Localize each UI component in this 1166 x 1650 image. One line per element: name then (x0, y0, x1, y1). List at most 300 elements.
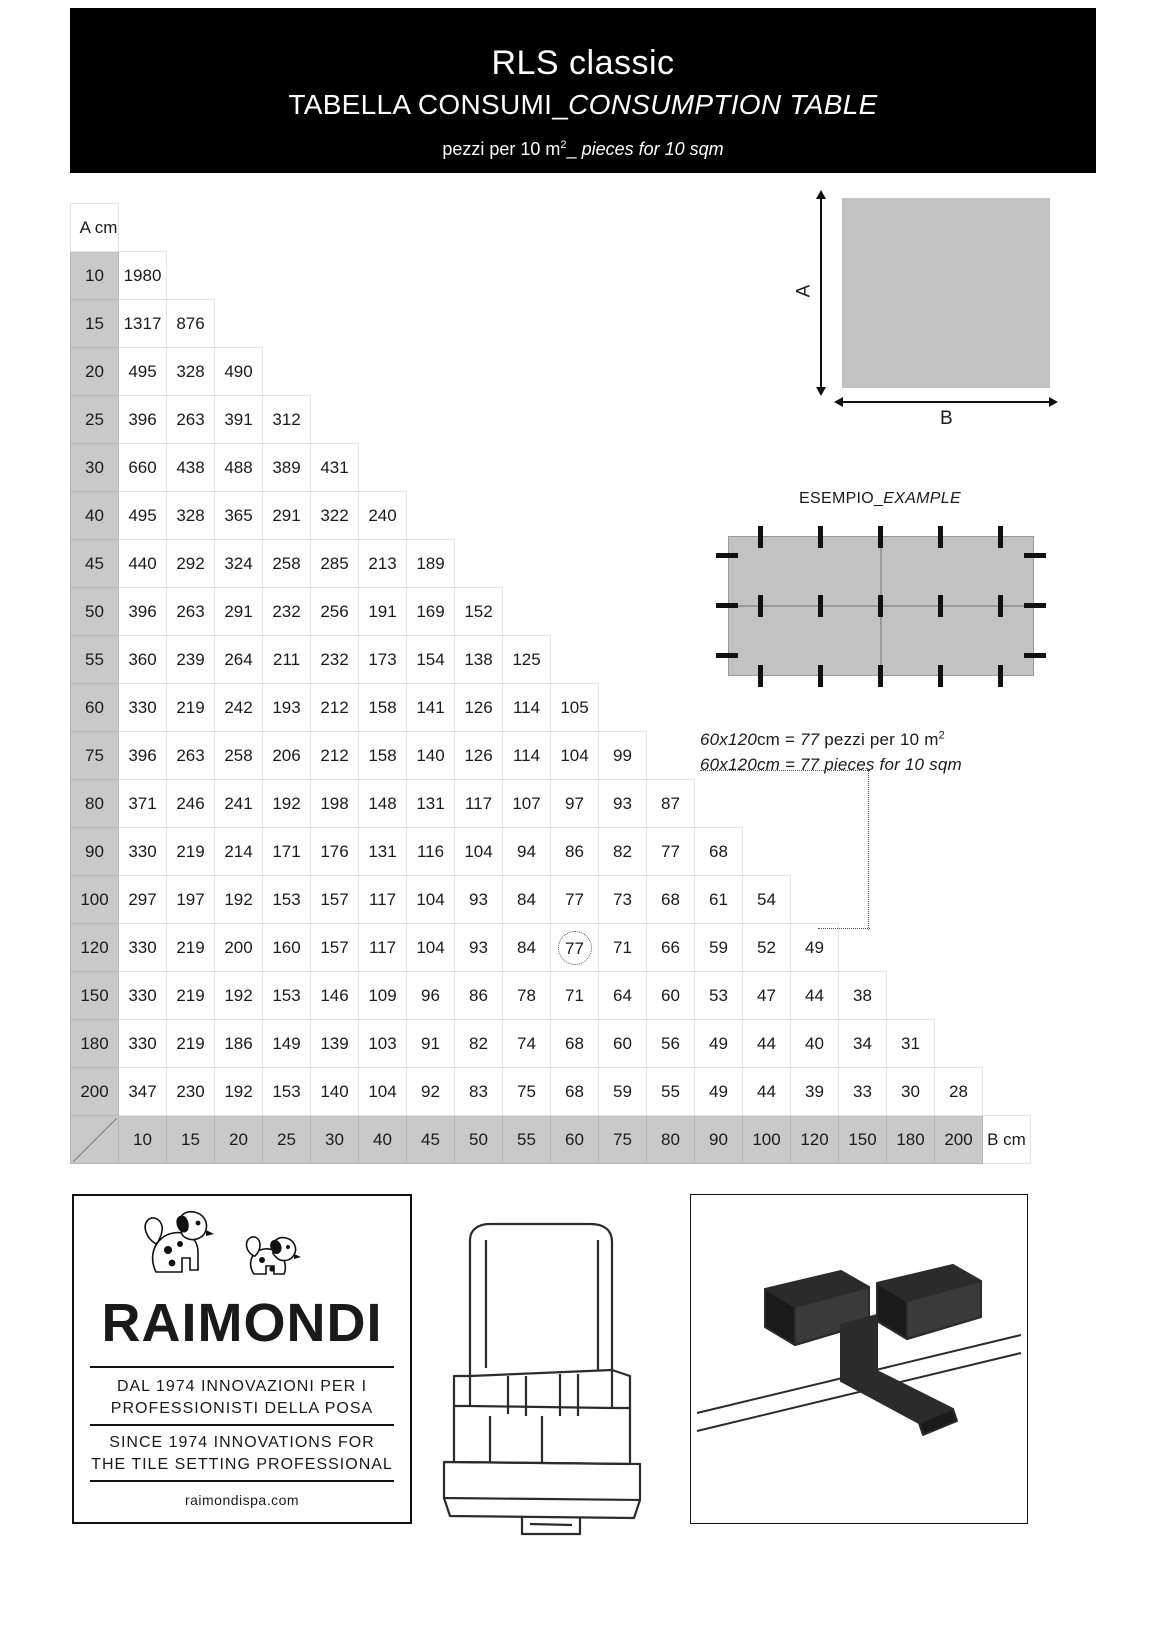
table-cell[interactable]: 40 (791, 1020, 839, 1068)
table-cell[interactable]: 153 (263, 972, 311, 1020)
table-cell[interactable]: 71 (551, 972, 599, 1020)
table-empty-cell (935, 972, 983, 1020)
table-cell[interactable]: 212 (311, 684, 359, 732)
table-spacer-cell (743, 204, 791, 252)
table-cell[interactable]: 239 (167, 636, 215, 684)
column-header-15[interactable]: 15 (167, 1116, 215, 1164)
table-row (71, 924, 1031, 972)
column-header-10[interactable]: 10 (119, 1116, 167, 1164)
table-row (71, 780, 1031, 828)
table-cell[interactable]: 197 (167, 876, 215, 924)
leveling-clip-icon (938, 595, 943, 617)
table-cell[interactable]: 396 (119, 588, 167, 636)
table-empty-cell (407, 252, 455, 300)
leveling-clip-icon (878, 665, 883, 687)
table-cell[interactable]: 211 (263, 636, 311, 684)
table-cell[interactable]: 157 (311, 876, 359, 924)
table-cell[interactable]: 169 (407, 588, 455, 636)
leveling-clip-icon (998, 665, 1003, 687)
row-header-20[interactable]: 20 (71, 348, 119, 396)
table-cell[interactable]: 92 (407, 1068, 455, 1116)
table-cell[interactable]: 876 (167, 300, 215, 348)
row-header-30[interactable]: 30 (71, 444, 119, 492)
table-cell[interactable]: 324 (215, 540, 263, 588)
table-cell[interactable]: 71 (599, 924, 647, 972)
table-cell[interactable]: 495 (119, 348, 167, 396)
table-cell[interactable]: 219 (167, 972, 215, 1020)
table-cell[interactable]: 240 (359, 492, 407, 540)
example-caption-italian (700, 728, 1060, 753)
note-superscript: 2 (560, 139, 567, 151)
leveling-clip-icon (758, 595, 763, 617)
subtitle-english: CONSUMPTION TABLE (568, 89, 878, 120)
table-cell[interactable]: 61 (695, 876, 743, 924)
table-spacer-cell (263, 204, 311, 252)
row-header-15[interactable]: 15 (71, 300, 119, 348)
table-cell[interactable]: 258 (215, 732, 263, 780)
table-cell[interactable]: 146 (311, 972, 359, 1020)
table-cell[interactable]: 297 (119, 876, 167, 924)
table-cell[interactable]: 107 (503, 780, 551, 828)
table-cell[interactable]: 440 (119, 540, 167, 588)
table-spacer-cell (167, 204, 215, 252)
logo-tagline-it-line2: PROFESSIONISTI DELLA POSA (110, 1399, 374, 1417)
table-cell[interactable]: 68 (551, 1068, 599, 1116)
leveling-clip-icon (716, 603, 738, 608)
table-cell[interactable]: 173 (359, 636, 407, 684)
table-cell[interactable]: 83 (455, 1068, 503, 1116)
table-empty-cell (743, 444, 791, 492)
table-cell[interactable]: 192 (263, 780, 311, 828)
column-header-60[interactable]: 60 (551, 1116, 599, 1164)
table-cell[interactable]: 60 (599, 1020, 647, 1068)
table-empty-cell (599, 444, 647, 492)
logo-divider-1 (90, 1366, 394, 1368)
table-empty-cell (503, 300, 551, 348)
table-cell[interactable]: 116 (407, 828, 455, 876)
table-cell[interactable]: 49 (695, 1068, 743, 1116)
table-cell[interactable]: 495 (119, 492, 167, 540)
table-empty-cell (839, 444, 887, 492)
table-cell[interactable]: 59 (599, 1068, 647, 1116)
table-cell[interactable]: 1980 (119, 252, 167, 300)
column-header-30[interactable]: 30 (311, 1116, 359, 1164)
table-cell[interactable]: 77 (551, 876, 599, 924)
table-empty-cell (647, 588, 695, 636)
table-cell[interactable]: 104 (455, 828, 503, 876)
column-header-25[interactable]: 25 (263, 1116, 311, 1164)
table-cell[interactable]: 131 (359, 828, 407, 876)
table-cell[interactable]: 125 (503, 636, 551, 684)
table-cell[interactable]: 330 (119, 684, 167, 732)
table-cell[interactable]: 82 (599, 828, 647, 876)
column-header-120[interactable]: 120 (791, 1116, 839, 1164)
row-header-50[interactable]: 50 (71, 588, 119, 636)
row-header-55[interactable]: 55 (71, 636, 119, 684)
table-empty-cell (503, 444, 551, 492)
table-row (71, 1068, 1031, 1116)
table-empty-cell (551, 300, 599, 348)
table-cell[interactable]: 55 (647, 1068, 695, 1116)
table-empty-cell (311, 300, 359, 348)
logo-website-url[interactable]: raimondispa.com (184, 1492, 300, 1508)
table-cell[interactable]: 200 (215, 924, 263, 972)
table-cell[interactable]: 212 (311, 732, 359, 780)
table-empty-cell (455, 300, 503, 348)
table-cell[interactable]: 171 (263, 828, 311, 876)
table-cell[interactable]: 138 (455, 636, 503, 684)
logo-divider-3 (90, 1480, 394, 1482)
table-empty-cell (695, 300, 743, 348)
table-cell[interactable]: 158 (359, 732, 407, 780)
example-qty-it: 77 (800, 730, 820, 749)
note-italian: pezzi per 10 m (442, 139, 561, 159)
table-empty-cell (551, 444, 599, 492)
table-cell[interactable]: 68 (647, 876, 695, 924)
raimondi-logo-box (72, 1194, 412, 1524)
table-cell[interactable]: 82 (455, 1020, 503, 1068)
table-cell[interactable]: 192 (215, 1068, 263, 1116)
clip-installed-drawing-box (690, 1194, 1028, 1524)
table-empty-cell (695, 252, 743, 300)
row-header-150[interactable]: 150 (71, 972, 119, 1020)
table-cell[interactable]: 109 (359, 972, 407, 1020)
table-empty-cell (887, 972, 935, 1020)
table-cell[interactable]: 232 (263, 588, 311, 636)
table-cell[interactable]: 104 (407, 924, 455, 972)
table-cell[interactable]: 219 (167, 684, 215, 732)
table-cell[interactable]: 328 (167, 492, 215, 540)
column-header-75[interactable]: 75 (599, 1116, 647, 1164)
table-cell[interactable]: 103 (359, 1020, 407, 1068)
row-header-75[interactable]: 75 (71, 732, 119, 780)
table-corner-cell (71, 1116, 119, 1164)
table-cell[interactable]: 141 (407, 684, 455, 732)
table-cell[interactable]: 488 (215, 444, 263, 492)
table-cell[interactable]: 104 (359, 1068, 407, 1116)
table-cell[interactable]: 91 (407, 1020, 455, 1068)
example-qty-en: 77 (800, 754, 820, 774)
table-cell[interactable]: 93 (455, 876, 503, 924)
table-cell[interactable]: 152 (455, 588, 503, 636)
table-cell[interactable]: 1317 (119, 300, 167, 348)
table-cell[interactable]: 347 (119, 1068, 167, 1116)
table-cell[interactable]: 52 (743, 924, 791, 972)
leveling-clip-icon (818, 665, 823, 687)
table-empty-cell (455, 396, 503, 444)
table-cell[interactable] (551, 924, 599, 972)
table-cell[interactable]: 126 (455, 732, 503, 780)
example-title-english: EXAMPLE (883, 490, 961, 507)
table-empty-cell (599, 588, 647, 636)
table-empty-cell (455, 252, 503, 300)
example-size-en: 60x120 (700, 754, 757, 774)
table-cell[interactable]: 87 (647, 780, 695, 828)
leveling-clip-icon (998, 526, 1003, 548)
table-empty-cell (599, 540, 647, 588)
table-empty-cell (503, 540, 551, 588)
table-cell[interactable]: 292 (167, 540, 215, 588)
table-cell[interactable]: 105 (551, 684, 599, 732)
column-header-40[interactable]: 40 (359, 1116, 407, 1164)
row-header-100[interactable]: 100 (71, 876, 119, 924)
table-cell[interactable]: 84 (503, 876, 551, 924)
table-empty-cell (599, 396, 647, 444)
table-cell[interactable]: 213 (359, 540, 407, 588)
table-cell[interactable]: 53 (695, 972, 743, 1020)
table-empty-cell (695, 348, 743, 396)
table-cell[interactable]: 97 (551, 780, 599, 828)
table-cell[interactable]: 232 (311, 636, 359, 684)
table-cell[interactable]: 438 (167, 444, 215, 492)
table-cell[interactable]: 154 (407, 636, 455, 684)
table-empty-cell (407, 492, 455, 540)
table-empty-cell (263, 252, 311, 300)
table-cell[interactable]: 140 (311, 1068, 359, 1116)
table-cell[interactable]: 60 (647, 972, 695, 1020)
table-cell[interactable]: 66 (647, 924, 695, 972)
table-cell[interactable]: 396 (119, 732, 167, 780)
row-header-10[interactable]: 10 (71, 252, 119, 300)
table-cell[interactable]: 93 (599, 780, 647, 828)
table-empty-cell (359, 348, 407, 396)
table-cell[interactable]: 148 (359, 780, 407, 828)
row-header-45[interactable]: 45 (71, 540, 119, 588)
column-header-55[interactable]: 55 (503, 1116, 551, 1164)
callout-leader-line (700, 770, 870, 930)
table-cell[interactable]: 149 (263, 1020, 311, 1068)
table-cell[interactable]: 153 (263, 876, 311, 924)
clip-product-drawing (430, 1200, 680, 1540)
table-cell[interactable]: 114 (503, 732, 551, 780)
table-cell[interactable]: 140 (407, 732, 455, 780)
brand-wordmark: RAIMONDI (101, 1293, 383, 1353)
table-cell[interactable]: 49 (695, 1020, 743, 1068)
highlighted-value: 77 (558, 931, 592, 965)
table-cell[interactable]: 38 (839, 972, 887, 1020)
table-cell[interactable]: 230 (167, 1068, 215, 1116)
table-cell[interactable]: 186 (215, 1020, 263, 1068)
table-empty-cell (407, 396, 455, 444)
table-spacer-cell (647, 204, 695, 252)
leveling-clip-icon (998, 595, 1003, 617)
table-cell[interactable]: 242 (215, 684, 263, 732)
table-empty-cell (647, 492, 695, 540)
table-cell[interactable]: 104 (551, 732, 599, 780)
table-cell[interactable]: 39 (791, 1068, 839, 1116)
table-cell[interactable]: 33 (839, 1068, 887, 1116)
table-cell[interactable]: 64 (599, 972, 647, 1020)
table-empty-cell (695, 444, 743, 492)
example-tile (728, 606, 881, 676)
table-empty-cell (551, 396, 599, 444)
table-empty-cell (215, 252, 263, 300)
table-row (71, 828, 1031, 876)
table-cell[interactable]: 68 (695, 828, 743, 876)
column-header-20[interactable]: 20 (215, 1116, 263, 1164)
table-cell[interactable]: 44 (791, 972, 839, 1020)
table-cell[interactable]: 191 (359, 588, 407, 636)
table-cell[interactable]: 192 (215, 972, 263, 1020)
table-axis-b-row (71, 1116, 1031, 1164)
table-cell[interactable]: 389 (263, 444, 311, 492)
table-cell[interactable]: 263 (167, 588, 215, 636)
column-header-45[interactable]: 45 (407, 1116, 455, 1164)
row-header-40[interactable]: 40 (71, 492, 119, 540)
table-cell[interactable]: 49 (791, 924, 839, 972)
table-empty-cell (887, 924, 935, 972)
table-cell[interactable]: 285 (311, 540, 359, 588)
table-cell[interactable]: 263 (167, 732, 215, 780)
table-cell[interactable]: 328 (167, 348, 215, 396)
table-cell[interactable]: 219 (167, 1020, 215, 1068)
table-cell[interactable]: 241 (215, 780, 263, 828)
row-header-120[interactable]: 120 (71, 924, 119, 972)
table-cell[interactable]: 396 (119, 396, 167, 444)
table-cell[interactable]: 28 (935, 1068, 983, 1116)
table-cell[interactable]: 291 (215, 588, 263, 636)
table-cell[interactable]: 44 (743, 1068, 791, 1116)
leveling-clip-icon (758, 526, 763, 548)
table-empty-cell (359, 252, 407, 300)
column-header-180[interactable]: 180 (887, 1116, 935, 1164)
table-cell[interactable]: 86 (455, 972, 503, 1020)
table-cell[interactable]: 30 (887, 1068, 935, 1116)
table-cell[interactable]: 263 (167, 396, 215, 444)
table-cell[interactable]: 114 (503, 684, 551, 732)
table-cell[interactable]: 371 (119, 780, 167, 828)
column-header-100[interactable]: 100 (743, 1116, 791, 1164)
table-cell[interactable]: 219 (167, 828, 215, 876)
note-english: pieces for 10 sqm (581, 139, 724, 159)
table-empty-cell (983, 828, 1031, 876)
table-empty-cell (887, 444, 935, 492)
table-row (71, 444, 1031, 492)
table-cell[interactable]: 391 (215, 396, 263, 444)
column-header-150[interactable]: 150 (839, 1116, 887, 1164)
table-cell[interactable]: 94 (503, 828, 551, 876)
table-cell[interactable]: 160 (263, 924, 311, 972)
table-cell[interactable]: 47 (743, 972, 791, 1020)
table-cell[interactable]: 312 (263, 396, 311, 444)
table-cell[interactable]: 198 (311, 780, 359, 828)
table-cell[interactable]: 44 (743, 1020, 791, 1068)
table-cell[interactable]: 34 (839, 1020, 887, 1068)
table-cell[interactable]: 86 (551, 828, 599, 876)
table-cell[interactable]: 193 (263, 684, 311, 732)
row-header-25[interactable]: 25 (71, 396, 119, 444)
table-cell[interactable]: 59 (695, 924, 743, 972)
table-empty-cell (599, 636, 647, 684)
table-cell[interactable]: 77 (647, 828, 695, 876)
example-tile (881, 606, 1034, 676)
table-cell[interactable]: 73 (599, 876, 647, 924)
leveling-clip-icon (716, 553, 738, 558)
page-title: RLS classic (491, 44, 675, 82)
table-cell[interactable]: 660 (119, 444, 167, 492)
table-cell[interactable]: 131 (407, 780, 455, 828)
table-empty-cell (887, 780, 935, 828)
table-cell[interactable]: 189 (407, 540, 455, 588)
table-cell[interactable]: 330 (119, 924, 167, 972)
row-header-90[interactable]: 90 (71, 828, 119, 876)
table-cell[interactable]: 192 (215, 876, 263, 924)
table-cell[interactable]: 93 (455, 924, 503, 972)
table-cell[interactable]: 117 (455, 780, 503, 828)
table-cell[interactable]: 246 (167, 780, 215, 828)
header-banner (70, 8, 1096, 173)
row-header-180[interactable]: 180 (71, 1020, 119, 1068)
table-cell[interactable]: 31 (887, 1020, 935, 1068)
table-cell[interactable]: 56 (647, 1020, 695, 1068)
column-header-80[interactable]: 80 (647, 1116, 695, 1164)
table-cell[interactable]: 365 (215, 492, 263, 540)
table-cell[interactable]: 264 (215, 636, 263, 684)
table-cell[interactable]: 54 (743, 876, 791, 924)
table-cell[interactable]: 68 (551, 1020, 599, 1068)
row-header-80[interactable]: 80 (71, 780, 119, 828)
table-cell[interactable]: 78 (503, 972, 551, 1020)
table-cell[interactable]: 256 (311, 588, 359, 636)
table-cell[interactable]: 219 (167, 924, 215, 972)
leveling-clip-icon (938, 665, 943, 687)
table-empty-cell (263, 300, 311, 348)
column-header-90[interactable]: 90 (695, 1116, 743, 1164)
table-cell[interactable]: 206 (263, 732, 311, 780)
table-cell[interactable]: 360 (119, 636, 167, 684)
table-cell[interactable]: 330 (119, 828, 167, 876)
table-cell[interactable]: 158 (359, 684, 407, 732)
table-cell[interactable]: 330 (119, 972, 167, 1020)
table-empty-cell (887, 828, 935, 876)
table-cell[interactable]: 96 (407, 972, 455, 1020)
table-cell[interactable]: 74 (503, 1020, 551, 1068)
table-cell[interactable]: 117 (359, 876, 407, 924)
table-cell[interactable]: 84 (503, 924, 551, 972)
column-header-50[interactable]: 50 (455, 1116, 503, 1164)
table-cell[interactable]: 431 (311, 444, 359, 492)
table-cell[interactable]: 139 (311, 1020, 359, 1068)
table-cell[interactable]: 104 (407, 876, 455, 924)
table-cell[interactable]: 258 (263, 540, 311, 588)
table-empty-cell (935, 876, 983, 924)
table-empty-cell (455, 348, 503, 396)
logo-divider-2 (90, 1424, 394, 1426)
table-empty-cell (551, 588, 599, 636)
table-cell[interactable]: 330 (119, 1020, 167, 1068)
table-cell[interactable]: 117 (359, 924, 407, 972)
row-header-200[interactable]: 200 (71, 1068, 119, 1116)
column-header-200[interactable]: 200 (935, 1116, 983, 1164)
table-cell[interactable]: 176 (311, 828, 359, 876)
logo-tagline-en-line2: THE TILE SETTING PROFESSIONAL (91, 1455, 393, 1473)
table-cell[interactable]: 157 (311, 924, 359, 972)
table-empty-cell (743, 396, 791, 444)
table-cell[interactable]: 126 (455, 684, 503, 732)
example-tile (728, 536, 881, 606)
leveling-clip-icon (716, 653, 738, 658)
tile-shape (842, 198, 1050, 388)
row-header-60[interactable]: 60 (71, 684, 119, 732)
table-cell[interactable]: 490 (215, 348, 263, 396)
table-cell[interactable]: 153 (263, 1068, 311, 1116)
table-cell[interactable]: 214 (215, 828, 263, 876)
table-cell[interactable]: 291 (263, 492, 311, 540)
table-cell[interactable]: 75 (503, 1068, 551, 1116)
table-cell[interactable]: 322 (311, 492, 359, 540)
example-unit-en: cm = (756, 754, 801, 774)
table-cell[interactable]: 99 (599, 732, 647, 780)
